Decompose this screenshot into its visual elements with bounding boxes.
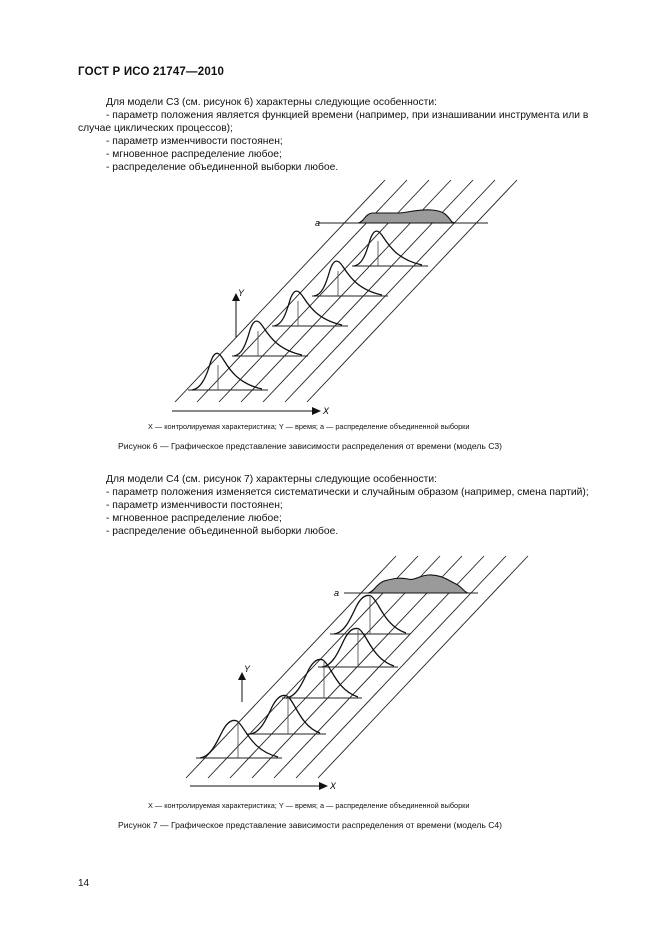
figure-7-legend: X — контролируемая характеристика; Y — время; a — распределение объединенной выборки bbox=[148, 801, 470, 810]
figure-7-combined-distribution bbox=[368, 575, 468, 593]
section-c3-item-4: - распределение объединенной выборки любое. bbox=[106, 162, 339, 173]
figure-6-legend: X — контролируемая характеристика; Y — время; a — распределение объединенной выборки bbox=[148, 422, 470, 431]
page-number: 14 bbox=[78, 878, 90, 889]
document-header: ГОСТ Р ИСО 21747—2010 bbox=[78, 66, 225, 78]
figure-7-label-y: Y bbox=[244, 664, 251, 674]
figure-6-label-a: a bbox=[315, 218, 321, 228]
section-c4-item-3: - мгновенное распределение любое; bbox=[106, 513, 282, 524]
section-c3-item-2: - параметр изменчивости постоянен; bbox=[106, 136, 283, 147]
section-c3-item-1: - параметр положения является функцией времени (например, при изнашивании инструмента или в случае циклических процессов); bbox=[78, 110, 589, 134]
figure-7-x-arrow bbox=[319, 782, 328, 790]
figure-7-label-a: a bbox=[334, 588, 340, 598]
figure-7-caption: Рисунок 7 — Графическое представление зависимости распределения от времени (модель С4) bbox=[118, 820, 503, 830]
section-c4-intro: Для модели С4 (см. рисунок 7) характерны следующие особенности: bbox=[106, 474, 437, 485]
figure-6-label-y: Y bbox=[238, 288, 245, 298]
section-c4-item-4: - распределение объединенной выборки любое. bbox=[106, 526, 339, 537]
section-c3-intro: Для модели С3 (см. рисунок 6) характерны следующие особенности: bbox=[106, 97, 437, 108]
section-c3-item-3: - мгновенное распределение любое; bbox=[106, 149, 282, 160]
section-c4-item-1: - параметр положения изменяется систематически и случайным образом (например, смена партий); bbox=[106, 487, 589, 498]
figure-6-label-x: X bbox=[323, 406, 330, 416]
figure-7-label-x: X bbox=[330, 781, 337, 791]
section-c4-item-2: - параметр изменчивости постоянен; bbox=[106, 500, 283, 511]
figure-6-caption: Рисунок 6 — Графическое представление зависимости распределения от времени (модель С3) bbox=[118, 441, 503, 451]
